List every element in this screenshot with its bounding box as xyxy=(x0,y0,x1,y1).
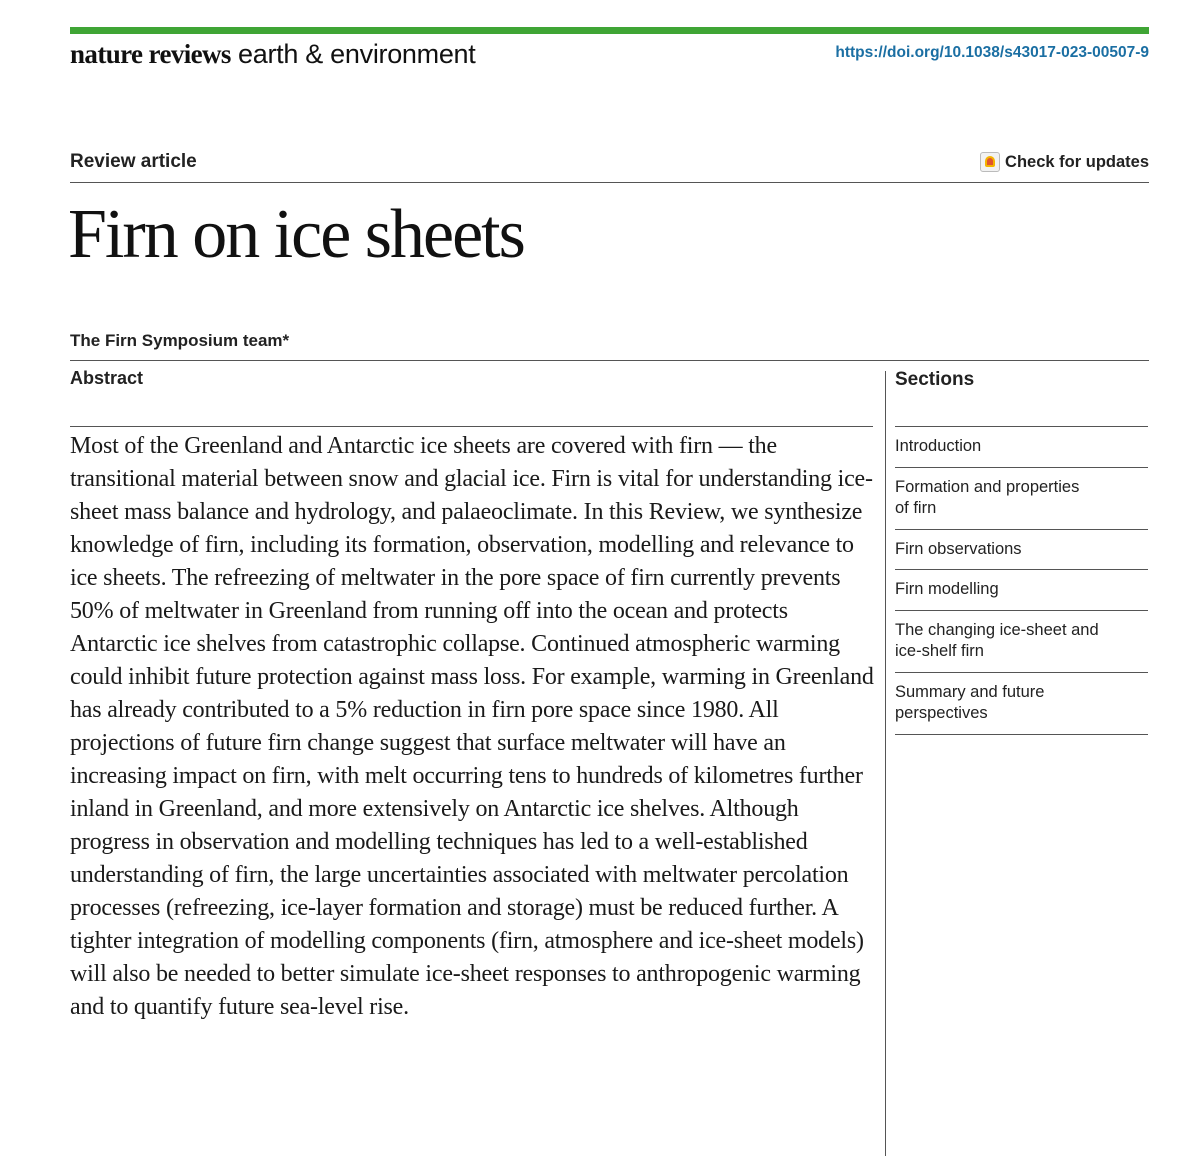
author-divider xyxy=(70,360,1149,361)
journal-title xyxy=(70,38,475,70)
section-link-changing-firn[interactable] xyxy=(895,611,1148,673)
abstract-heading: Abstract xyxy=(70,368,144,388)
section-link-label: Introduction xyxy=(895,437,982,455)
section-link-label-cont: perspectives xyxy=(895,704,988,722)
article-type-label: Review article xyxy=(70,151,197,172)
header-divider xyxy=(70,182,1149,183)
section-link-formation[interactable] xyxy=(895,468,1148,530)
section-link-label-cont: of firn xyxy=(895,499,937,517)
journal-accent-bar xyxy=(70,27,1149,34)
column-divider xyxy=(885,371,886,1156)
section-link-label: The changing ice-sheet and xyxy=(895,620,1099,639)
section-link-observations[interactable] xyxy=(895,530,1148,571)
sections-heading: Sections xyxy=(895,369,975,390)
abstract-text: Most of the Greenland and Antarctic ice sheets are covered with firn — the transitional material between snow and glacial ice. Firn is vital for understanding ice-sheet mass balance and hydrology, and palaeoclimate. In this Review, we synthesize knowledge of firn, including its formation, observation, modelling and relevance to ice sheets. The refreezing of meltwater in the pore space of firn currently prevents 50% of meltwater in Greenland from running off into the ocean and protects Antarctic ice shelves from catastrophic collapse. Continued atmospheric warming could inhibit future protection against mass loss. For example, warming in Greenland has already contributed to a 5% reduction in firn pore space since 1980. All projections of future firn change suggest that surface meltwater will have an increasing impact on firn, with melt occurring tens to hundreds of kilometres further inland in Greenland, and more extensively on Antarctic ice shelves. Although progress in observation and modelling techniques has led to a well-established understanding of firn, the large uncertainties associated with meltwater percolation processes (refreezing, ice-layer formation and storage) must be reduced further. A tighter integration of modelling components (firn, atmosphere and ice-sheet models) will also be needed to better simulate ice-sheet responses to anthropogenic warming and to quantify future sea-level rise. xyxy=(70,433,874,1020)
sections-nav xyxy=(895,426,1148,735)
abstract-divider xyxy=(70,426,873,427)
section-link-label: Firn modelling xyxy=(895,580,999,598)
journal-subtitle: earth & environment xyxy=(238,39,476,69)
section-link-modelling[interactable] xyxy=(895,570,1148,611)
author-line[interactable]: The Firn Symposium team* xyxy=(70,331,290,350)
section-link-label: Summary and future xyxy=(895,682,1045,701)
section-link-introduction[interactable] xyxy=(895,427,1148,468)
check-for-updates-label: Check for updates xyxy=(1005,153,1149,171)
check-for-updates-icon xyxy=(980,152,1000,172)
journal-brand: nature reviews xyxy=(70,39,231,69)
section-link-label: Formation and properties xyxy=(895,477,1080,496)
doi-link[interactable]: https://doi.org/10.1038/s43017-023-00507-9 xyxy=(835,44,1149,61)
section-link-label: Firn observations xyxy=(895,539,1022,558)
article-title: Firn on ice sheets xyxy=(68,196,524,273)
check-for-updates-button[interactable] xyxy=(980,151,1149,173)
section-link-label-cont: ice-shelf firn xyxy=(895,642,984,660)
section-link-summary[interactable] xyxy=(895,673,1148,735)
